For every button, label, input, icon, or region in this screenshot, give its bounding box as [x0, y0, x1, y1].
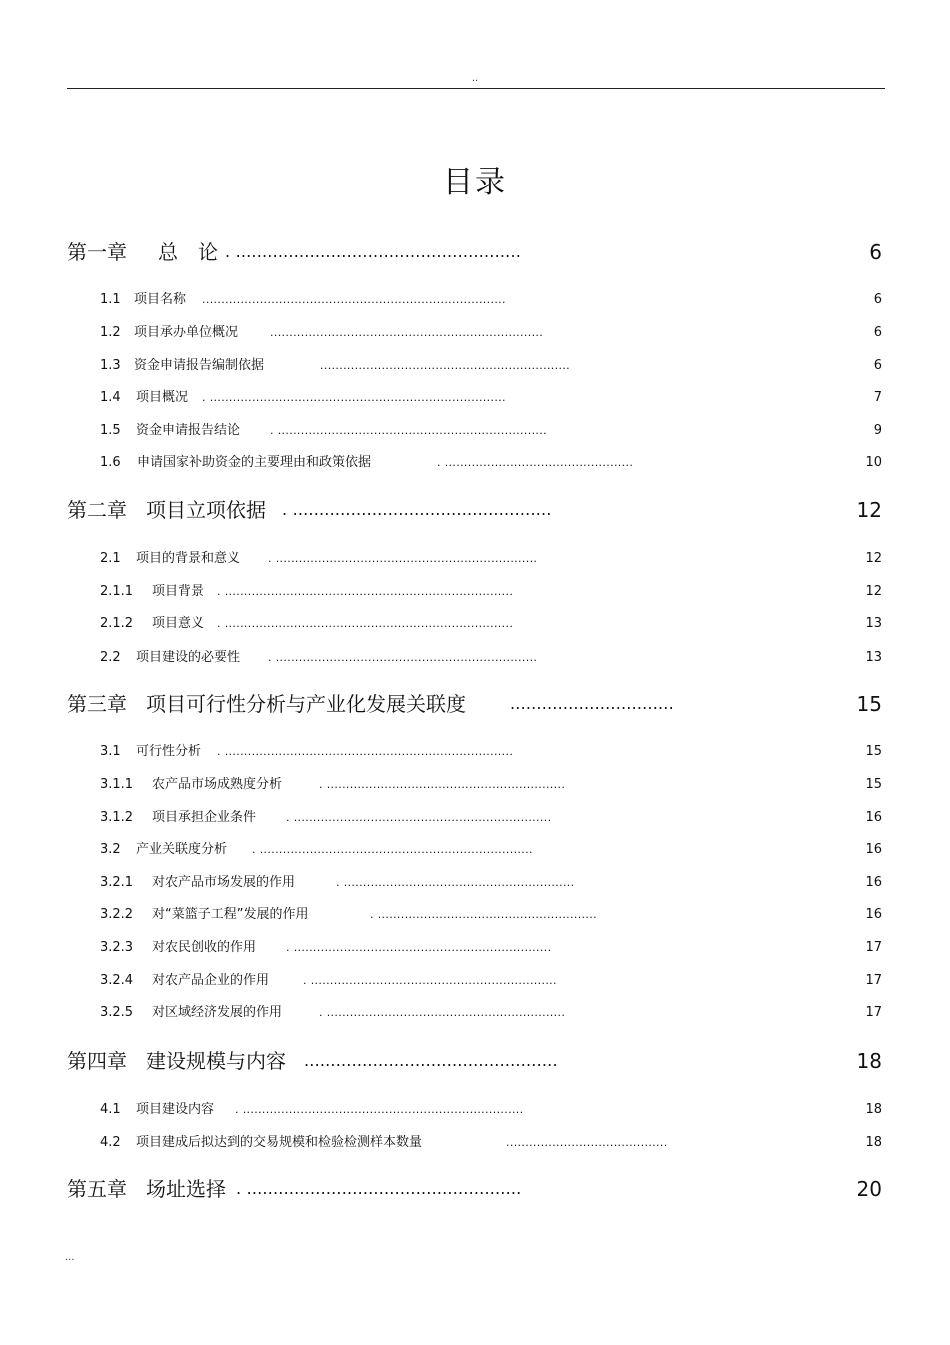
section-title: 项目建设的必要性 [136, 650, 241, 665]
page-number: 13 [865, 616, 882, 631]
section-title: 产业关联度分析 [136, 842, 228, 857]
leader-dots: . ............................................................ [336, 876, 575, 889]
page-number: 6 [873, 325, 882, 340]
page-number: 20 [856, 1177, 882, 1201]
section-title: 农产品市场成熟度分析 [152, 777, 283, 792]
toc-section-entry[interactable] [0, 1100, 950, 1120]
section-number: 3.2.2 [100, 907, 134, 922]
leader-dots: ....................................................................... [270, 326, 544, 339]
page-number: 16 [865, 842, 882, 857]
section-title: 项目意义 [152, 616, 205, 631]
section-number: 3.1.2 [100, 810, 134, 825]
section-number: 4.2 [100, 1135, 121, 1150]
section-title: 资金申请报告编制依据 [134, 358, 265, 373]
leader-dots: . .............................................................. [319, 1006, 566, 1019]
leader-dots: ................................................ [304, 1051, 558, 1070]
leader-dots: . .................................................................... [268, 552, 538, 565]
leader-dots: . ........................................................................... [217, 585, 514, 598]
page-number: 17 [865, 1005, 882, 1020]
page-number: 16 [865, 907, 882, 922]
section-title: 项目承担企业条件 [152, 810, 257, 825]
section-title: 项目概况 [136, 390, 189, 405]
leader-dots: . .................................................................... [268, 651, 538, 664]
section-title: 资金申请报告结论 [136, 423, 241, 438]
leader-dots: ............................................................................... [202, 293, 506, 306]
section-number: 3.1.1 [100, 777, 134, 792]
section-number: 1.2 [100, 325, 121, 340]
leader-dots: . ................................................. [437, 456, 634, 469]
section-title: 项目承办单位概况 [134, 325, 239, 340]
section-title: 对“菜篮子工程”发展的作用 [152, 907, 309, 922]
page-number: 17 [865, 940, 882, 955]
toc-section-entry[interactable] [0, 775, 950, 795]
section-title: 项目背景 [152, 584, 205, 599]
toc-section-entry[interactable] [0, 808, 950, 828]
page-number: 7 [873, 390, 882, 405]
chapter-number: 第三章 [67, 692, 127, 716]
leader-dots: .......................................... [506, 1136, 668, 1149]
leader-dots: . ................................................. [282, 500, 552, 519]
chapter-title: 项目可行性分析与产业化发展关联度 [146, 692, 466, 716]
section-title: 对农民创收的作用 [152, 940, 257, 955]
page-number: 6 [873, 358, 882, 373]
chapter-number: 第一章 [67, 240, 127, 264]
section-title: 对农产品企业的作用 [152, 973, 270, 988]
page-number: 6 [873, 292, 882, 307]
leader-dots: . .............................................................. [319, 778, 566, 791]
leader-dots: . ......................................................................... [235, 1103, 524, 1116]
toc-section-entry[interactable] [0, 453, 950, 473]
leader-dots: . ........................................................................... [217, 617, 514, 630]
page-number: 12 [856, 498, 882, 522]
page-number: 18 [856, 1049, 882, 1073]
toc-chapter-entry[interactable] [0, 690, 950, 718]
toc-section-entry[interactable] [0, 1003, 950, 1023]
toc-section-entry[interactable] [0, 549, 950, 569]
chapter-number: 第四章 [67, 1049, 127, 1073]
section-number: 3.2.5 [100, 1005, 134, 1020]
toc-section-entry[interactable] [0, 388, 950, 408]
page-number: 16 [865, 810, 882, 825]
leader-dots: . .................................................... [236, 1179, 522, 1198]
section-number: 1.4 [100, 390, 121, 405]
section-number: 3.1 [100, 744, 121, 759]
leader-dots: . ...................................................... [225, 242, 522, 261]
page-header-mark: .. [471, 73, 479, 84]
section-number: 3.2.3 [100, 940, 134, 955]
section-number: 1.5 [100, 423, 121, 438]
toc-section-entry[interactable] [0, 873, 950, 893]
leader-dots: . ................................................................... [286, 941, 552, 954]
toc-section-entry[interactable] [0, 971, 950, 991]
chapter-title: 项目立项依据 [146, 498, 266, 522]
toc-chapter-entry[interactable] [0, 1175, 950, 1203]
leader-dots: . ................................................................... [286, 811, 552, 824]
chapter-title: 建设规模与内容 [146, 1049, 286, 1073]
section-number: 2.1.1 [100, 584, 134, 599]
chapter-title: 场址选择 [146, 1177, 226, 1201]
section-title: 项目建设内容 [136, 1102, 215, 1117]
toc-section-entry[interactable] [0, 356, 950, 376]
section-title: 可行性分析 [136, 744, 202, 759]
section-title: 对农产品市场发展的作用 [152, 875, 296, 890]
leader-dots: . ................................................................ [303, 974, 557, 987]
chapter-title: 总 论 [158, 240, 218, 264]
page-number: 6 [869, 240, 882, 264]
leader-dots: . ...................................................................... [270, 424, 547, 437]
page-number: 15 [865, 744, 882, 759]
toc-section-entry[interactable] [0, 1133, 950, 1153]
section-number: 1.1 [100, 292, 121, 307]
toc-chapter-entry[interactable] [0, 496, 950, 524]
section-number: 1.6 [100, 455, 121, 470]
section-title: 项目名称 [134, 292, 187, 307]
toc-section-entry[interactable] [0, 742, 950, 762]
leader-dots: . ....................................................................... [252, 843, 533, 856]
section-title: 项目建成后拟达到的交易规模和检验检测样本数量 [136, 1135, 423, 1150]
toc-title: 目录 [443, 165, 507, 201]
page-number: 13 [865, 650, 882, 665]
leader-dots: ................................................................. [320, 359, 571, 372]
toc-section-entry[interactable] [0, 938, 950, 958]
leader-dots: . ........................................................................... [217, 745, 514, 758]
toc-section-entry[interactable] [0, 323, 950, 343]
chapter-number: 第五章 [67, 1177, 127, 1201]
page-number: 9 [873, 423, 882, 438]
toc-section-entry[interactable] [0, 648, 950, 668]
page-number: 18 [865, 1102, 882, 1117]
page-number: 17 [865, 973, 882, 988]
section-number: 3.2 [100, 842, 121, 857]
page-number: 10 [865, 455, 882, 470]
section-number: 1.3 [100, 358, 121, 373]
section-number: 4.1 [100, 1102, 121, 1117]
section-number: 2.1 [100, 551, 121, 566]
leader-dots: . ......................................................... [370, 908, 597, 921]
toc-section-entry[interactable] [0, 582, 950, 602]
section-number: 2.1.2 [100, 616, 134, 631]
section-title: 对区域经济发展的作用 [152, 1005, 283, 1020]
toc-section-entry[interactable] [0, 421, 950, 441]
section-title: 项目的背景和意义 [136, 551, 241, 566]
section-title: 申请国家补助资金的主要理由和政策依据 [137, 455, 372, 470]
page-number: 16 [865, 875, 882, 890]
toc-chapter-entry[interactable] [0, 1047, 950, 1075]
leader-dots: ............................... [510, 694, 674, 713]
page-footer-mark: ... [65, 1252, 75, 1263]
toc-section-entry[interactable] [0, 614, 950, 634]
chapter-number: 第二章 [67, 498, 127, 522]
toc-section-entry[interactable] [0, 290, 950, 310]
section-number: 2.2 [100, 650, 121, 665]
page-number: 15 [865, 777, 882, 792]
page-number: 12 [865, 551, 882, 566]
section-number: 3.2.1 [100, 875, 134, 890]
page-number: 12 [865, 584, 882, 599]
toc-chapter-entry[interactable] [0, 238, 950, 266]
toc-section-entry[interactable] [0, 905, 950, 925]
toc-section-entry[interactable] [0, 840, 950, 860]
leader-dots: . ............................................................................. [202, 391, 506, 404]
page-number: 15 [856, 692, 882, 716]
page-number: 18 [865, 1135, 882, 1150]
section-number: 3.2.4 [100, 973, 134, 988]
